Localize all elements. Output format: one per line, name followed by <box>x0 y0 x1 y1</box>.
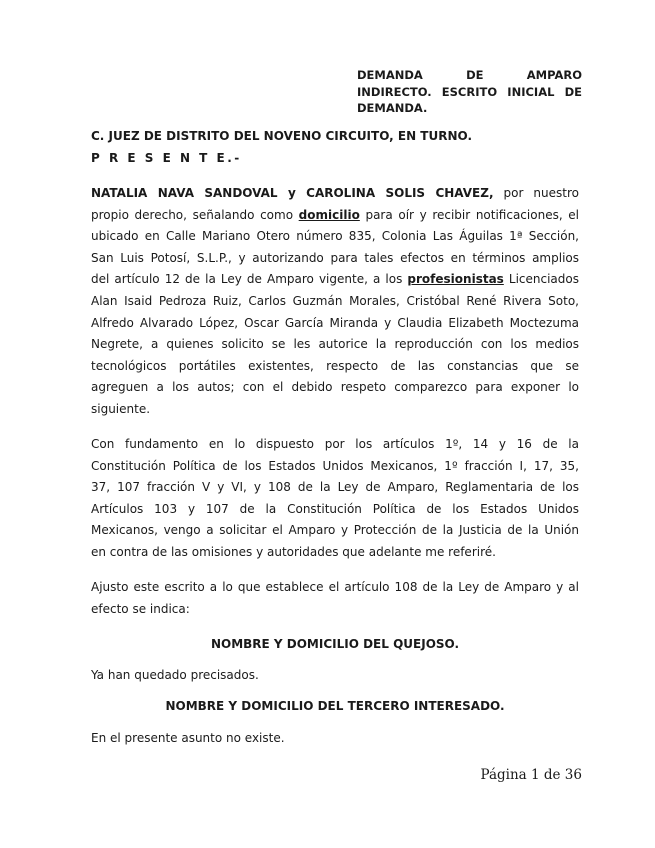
domicilio-term: domicilio <box>298 207 360 222</box>
document-title <box>357 67 582 117</box>
addressee: C. JUEZ DE DISTRITO DEL NOVENO CIRCUITO, EN TURNO. <box>91 129 473 143</box>
plaintiff-names: NATALIA NAVA SANDOVAL y CAROLINA SOLIS CHAVEZ, <box>91 186 494 200</box>
section-heading-tercero: NOMBRE Y DOMICILIO DEL TERCERO INTERESADO. <box>165 699 505 713</box>
title-line: DEMANDA DE AMPARO <box>357 68 582 82</box>
quejoso-text: Ya han quedado precisados. <box>91 668 259 682</box>
profesionistas-term: profesionistas <box>407 272 504 287</box>
salutation: P R E S E N T E.- <box>91 151 242 165</box>
ajusto-paragraph: Ajusto este escrito a lo que establece el artículo 108 de la Ley de Amparo y al efecto se indica: <box>91 580 579 616</box>
fundamento-paragraph: Con fundamento en lo dispuesto por los artículos 1º, 14 y 16 de la Constitución Política de los Estados Unidos Mexicanos, 1º fracción I, 17, 35, 37, 107 fracción V y VI, y 108 de la Ley de Amparo, Reglamentaria de los Artículos 103 y 107 de la Constitución Política de los Estados Unidos Mexicanos, vengo a solicitar el Amparo y Protección de la Justicia de la Unión en contra de las omisiones y autoridades que adelante me referiré. <box>91 437 579 559</box>
title-line: DEMANDA. <box>357 101 428 115</box>
intro-paragraph: NATALIA NAVA SANDOVAL y CAROLINA SOLIS CHAVEZ, por nuestro propio derecho, señalando como domicilio para oír y recibir notificaciones, el ubicado en Calle Mariano Otero número 835, Colonia Las Águilas 1ª Sección, San Luis Potosí, S.L.P., y autorizando para tales efectos en términos amplios del artículo 12 de la Ley de Amparo vigente, a los profesionistas Licenciados Alan Isaid Pedroza Ruiz, Carlos Guzmán Morales, Cristóbal René Rivera Soto, Alfredo Alvarado López, Oscar García Miranda y Claudia Elizabeth Moctezuma Negrete, a quienes solicito se les autorice la reproducción con los medios tecnológicos portátiles existentes, respecto de las constancias que se agreguen a los autos; con el debido respeto comparezco para exponer lo siguiente. <box>91 186 579 416</box>
page-number: Página 1 de 36 <box>480 767 582 783</box>
title-line: INDIRECTO. ESCRITO INICIAL DE <box>357 84 582 99</box>
section-heading-quejoso: NOMBRE Y DOMICILIO DEL QUEJOSO. <box>210 637 460 651</box>
tercero-text: En el presente asunto no existe. <box>91 731 285 745</box>
